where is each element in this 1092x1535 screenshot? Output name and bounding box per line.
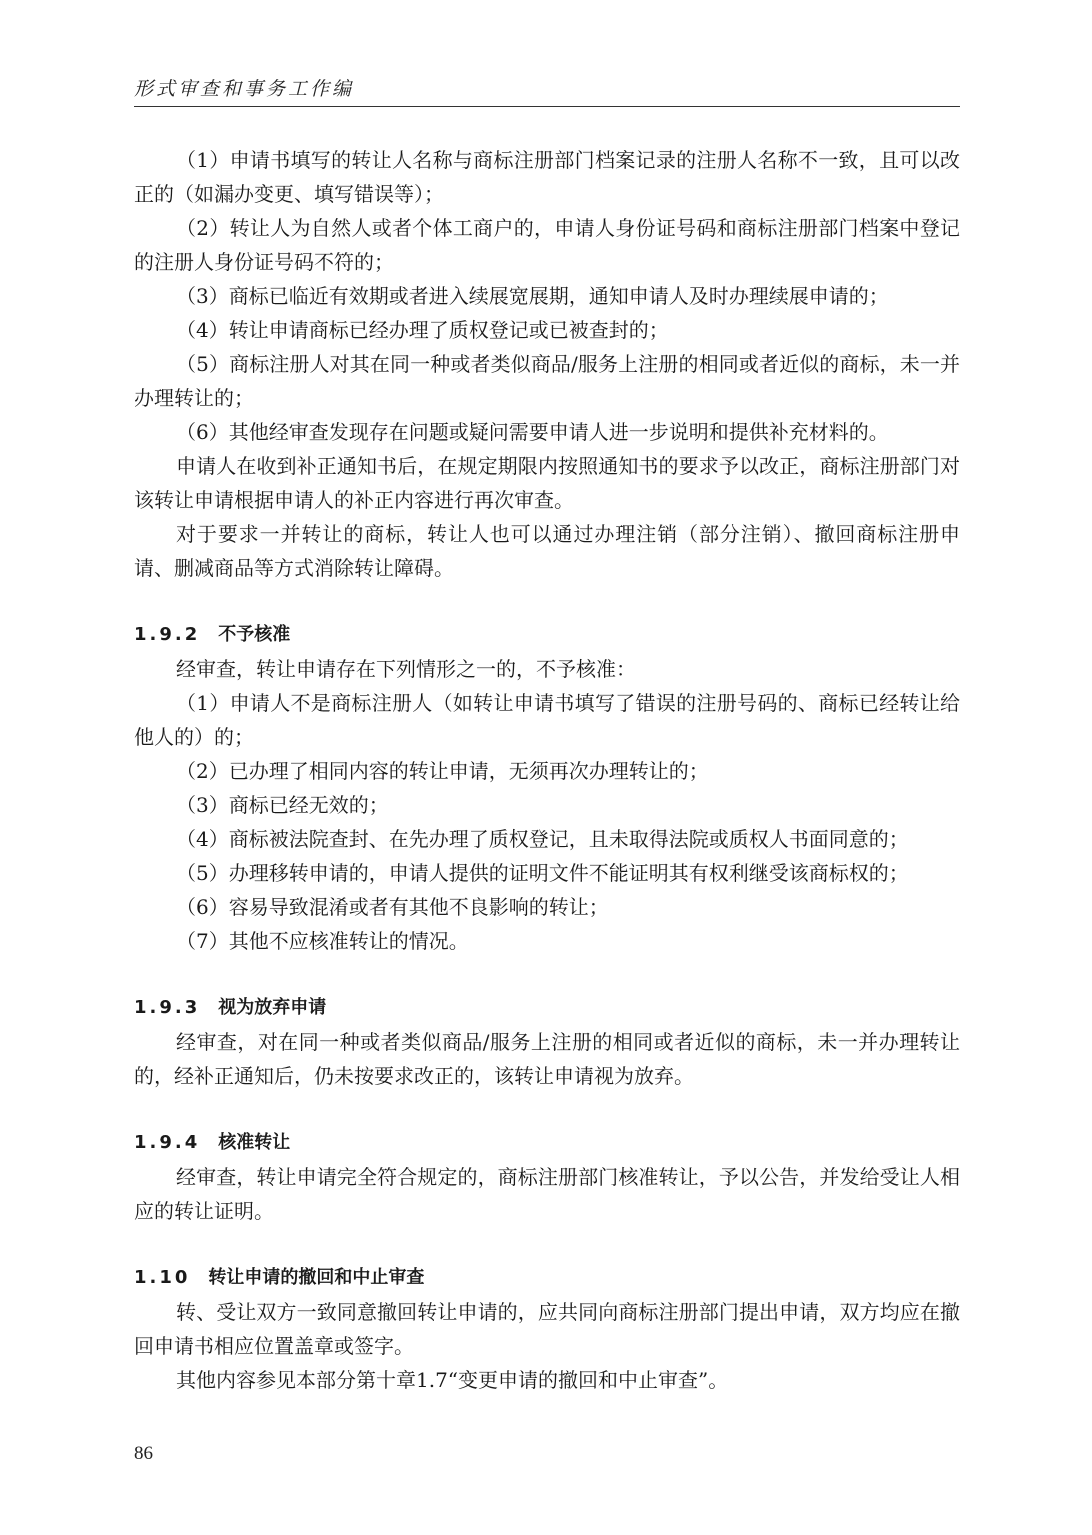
paragraph: （7）其他不应核准转让的情况。 <box>176 929 469 953</box>
section-heading <box>134 1261 960 1295</box>
paragraph: 经审查，转让申请存在下列情形之一的，不予核准： <box>176 657 636 681</box>
section-title: 视为放弃申请 <box>218 997 327 1018</box>
section-number: 1.9.3 <box>134 997 201 1018</box>
section-number: 1.9.2 <box>134 624 201 645</box>
section-number: 1.9.4 <box>134 1132 201 1153</box>
section-title: 核准转让 <box>218 1132 291 1153</box>
paragraph: 申请人在收到补正通知书后，在规定期限内按照通知书的要求予以改正，商标注册部门对该转让申请根据申请人的补正内容进行再次审查。 <box>134 454 960 512</box>
section-number: 1.10 <box>134 1267 191 1288</box>
section-title: 转让申请的撤回和中止审查 <box>208 1267 425 1288</box>
body-content <box>134 143 960 1397</box>
paragraph: （2）转让人为自然人或者个体工商户的，申请人身份证号码和商标注册部门档案中登记的注册人身份证号码不符的； <box>134 216 960 274</box>
paragraph: （2）已办理了相同内容的转让申请，无须再次办理转让的； <box>176 759 709 783</box>
paragraph: （6）容易导致混淆或者有其他不良影响的转让； <box>176 895 609 919</box>
paragraph: （1）申请人不是商标注册人（如转让申请书填写了错误的注册号码的、商标已经转让给他人的）的； <box>134 691 960 749</box>
section-title: 不予核准 <box>218 624 291 645</box>
paragraph: （3）商标已临近有效期或者进入续展宽展期，通知申请人及时办理续展申请的； <box>176 284 889 308</box>
section-gap <box>134 1228 960 1261</box>
section-gap <box>134 958 960 991</box>
paragraph: （4）转让申请商标已经办理了质权登记或已被查封的； <box>176 318 669 342</box>
paragraph: （4）商标被法院查封、在先办理了质权登记，且未取得法院或质权人书面同意的； <box>176 827 909 851</box>
paragraph: 经审查，对在同一种或者类似商品/服务上注册的相同或者近似的商标，未一并办理转让的，经补正通知后，仍未按要求改正的，该转让申请视为放弃。 <box>134 1030 960 1088</box>
running-header: 形式审查和事务工作编 <box>134 78 355 100</box>
section-heading <box>134 618 960 652</box>
header-rule <box>134 106 960 107</box>
section-heading <box>134 991 960 1025</box>
section-gap <box>134 585 960 618</box>
paragraph: （5）办理移转申请的，申请人提供的证明文件不能证明其有权利继受该商标权的； <box>176 861 909 885</box>
paragraph: 其他内容参见本部分第十章1.7“变更申请的撤回和中止审查”。 <box>176 1368 729 1392</box>
section-gap <box>134 1093 960 1126</box>
paragraph: 经审查，转让申请完全符合规定的，商标注册部门核准转让，予以公告，并发给受让人相应的转让证明。 <box>134 1165 960 1223</box>
paragraph: （3）商标已经无效的； <box>176 793 389 817</box>
paragraph: 转、受让双方一致同意撤回转让申请的，应共同向商标注册部门提出申请，双方均应在撤回申请书相应位置盖章或签字。 <box>134 1300 960 1358</box>
paragraph: 对于要求一并转让的商标，转让人也可以通过办理注销（部分注销）、撤回商标注册申请、删减商品等方式消除转让障碍。 <box>134 522 960 580</box>
paragraph: （6）其他经审查发现存在问题或疑问需要申请人进一步说明和提供补充材料的。 <box>176 420 889 444</box>
paragraph: （1）申请书填写的转让人名称与商标注册部门档案记录的注册人名称不一致，且可以改正的（如漏办变更、填写错误等）； <box>134 148 960 206</box>
section-heading <box>134 1126 960 1160</box>
paragraph: （5）商标注册人对其在同一种或者类似商品/服务上注册的相同或者近似的商标，未一并办理转让的； <box>134 352 960 410</box>
page-number: 86 <box>134 1443 153 1464</box>
